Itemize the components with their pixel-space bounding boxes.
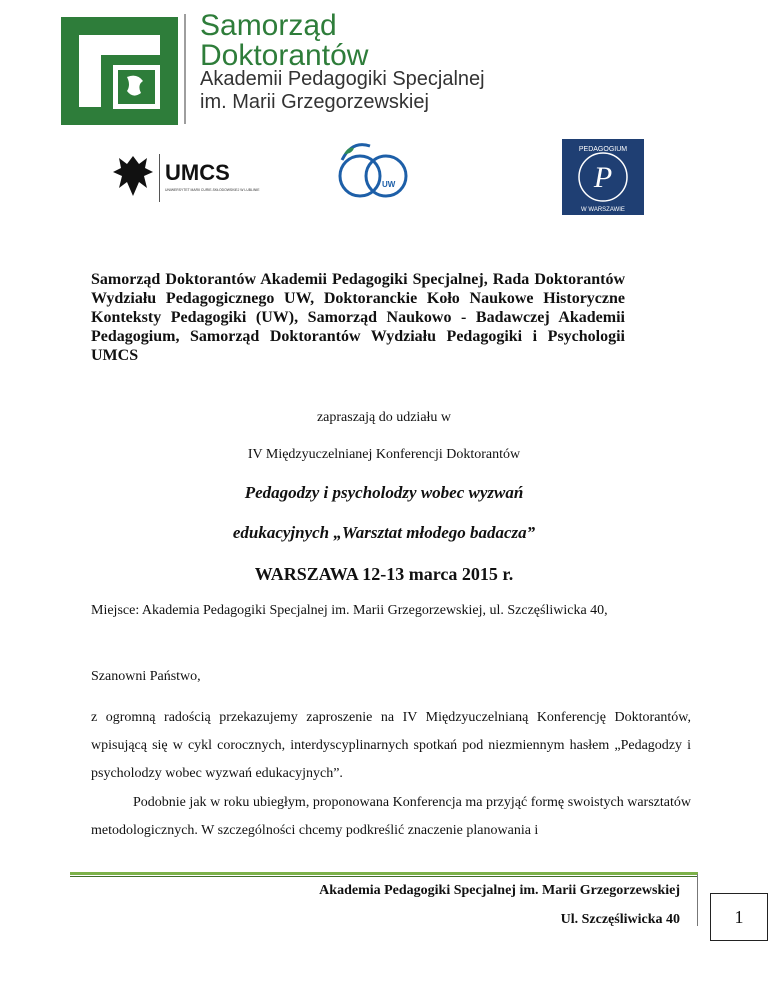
logo-title-samorzad: Samorząd — [200, 9, 337, 42]
venue-paragraph: Miejsce: Akademia Pedagogiki Specjalnej im. Marii Grzegorzewskiej, ul. Szczęśliwicka 40, — [91, 603, 608, 618]
samorzad-logo-icon — [61, 17, 178, 125]
organizers-paragraph: Samorząd Doktorantów Akademii Pedagogiki Specjalnej, Rada Doktorantów Wydziału Pedagogicznego UW, Doktoranckie Koło Naukowe Historyczne Konteksty Pedagogiki (UW), Samorząd Naukowo - Badawczej Akademii Pedagogium, Samorząd Doktorantów Wydziału Pedagogiki i Psychologii UMCS — [91, 271, 625, 364]
pedagogium-logo-icon — [562, 139, 644, 215]
svg-text:P: P — [593, 161, 613, 194]
footer-address: Ul. Szczęśliwicka 40 — [560, 912, 680, 927]
umcs-logo-subtext: UNIWERSYTET MARII CURIE-SKŁODOWSKIEJ W LUBLINIE — [165, 188, 260, 192]
intro-paragraph: z ogromną radością przekazujemy zaproszenie na IV Międzyuczelnianą Konferencję Doktorantów, wpisującą się w cykl corocznych, interdyscyplinarnych spotkań pod niezmiennym hasłem „Pedagodzy i psycholodzy wobec wyzwań edukacyjnych”. — [91, 710, 691, 781]
footer-rule-dark — [70, 876, 698, 877]
logo-subtitle-name: im. Marii Grzegorzewskiej — [200, 91, 429, 113]
conference-title-line1: Pedagodzy i psycholodzy wobec wyzwań — [244, 483, 524, 502]
format-paragraph: Podobnie jak w roku ubiegłym, proponowana Konferencja ma przyjąć formę swoistych warsztatów metodologicznych. W szczególności chcemy podkreślić znaczenie planowania i — [91, 795, 691, 838]
pedagogium-logo-subtext: W WARSZAWIE — [581, 207, 625, 213]
uw-60-logo-icon — [330, 140, 420, 200]
conference-name: IV Międzyuczelnianej Konferencji Doktorantów — [247, 447, 521, 462]
page-number: 1 — [710, 893, 768, 941]
footer-institution: Akademia Pedagogiki Specjalnej im. Marii Grzegorzewskiej — [319, 883, 680, 898]
invitation-line: zapraszają do udziału w — [316, 410, 452, 425]
footer-rule — [70, 872, 698, 875]
conference-title-line2: edukacyjnych „Warsztat młodego badacza” — [232, 523, 536, 542]
conference-place-date: WARSZAWA 12-13 marca 2015 r. — [254, 564, 514, 584]
umcs-logo-icon — [115, 150, 260, 206]
umcs-logo-text: UMCS — [165, 160, 230, 185]
logo-subtitle-academy: Akademii Pedagogiki Specjalnej — [200, 68, 485, 90]
logo-title-doktorantow: Doktorantów — [200, 39, 369, 72]
uw-logo-text: UW — [382, 180, 396, 189]
greeting: Szanowni Państwo, — [91, 669, 201, 684]
footer-divider — [697, 874, 698, 926]
pedagogium-logo-text: PEDAGOGIUM — [578, 146, 628, 153]
logo-divider — [184, 14, 186, 124]
